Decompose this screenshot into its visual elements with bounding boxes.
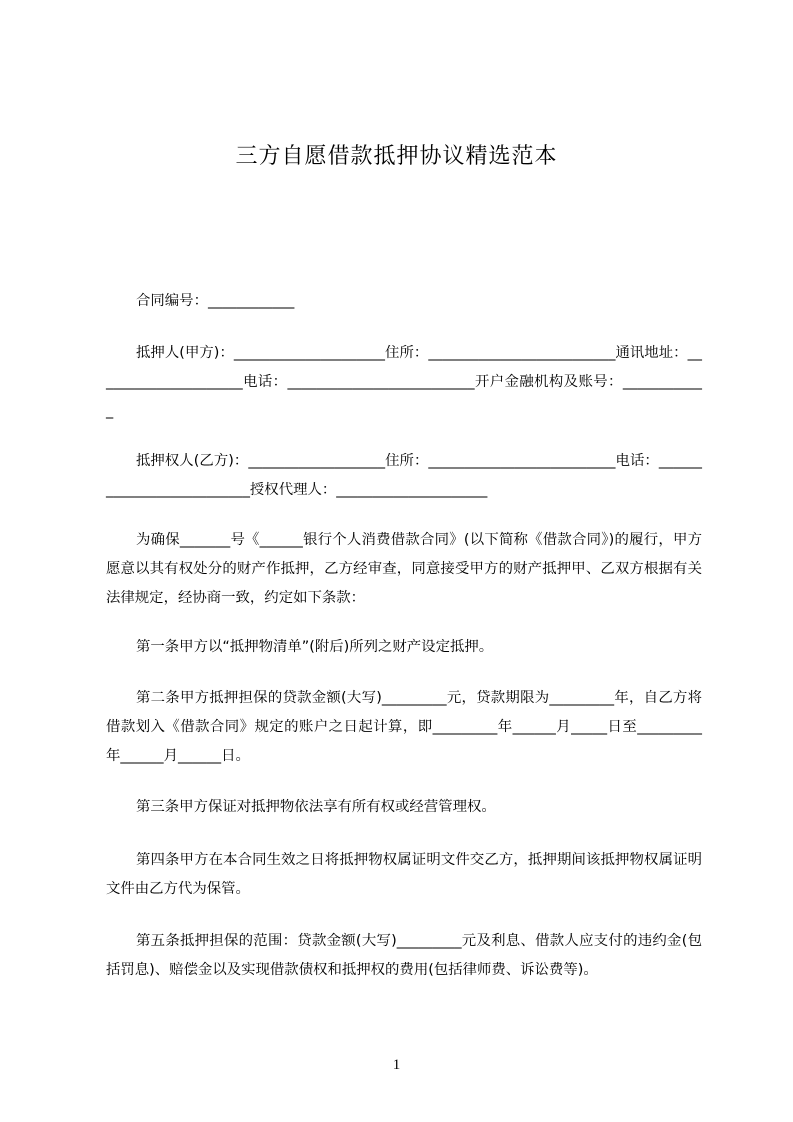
preamble-paragraph: 为确保_______号《______银行个人消费借款合同》(以下简称《借款合同》)的履行，甲方愿意以其有权处分的财产作抵押，乙方经审查，同意接受甲方的财产抵押甲、乙双方根据有关法律规定，经协商一致，约定如下条款：	[106, 532, 702, 606]
contract-number-line: 合同编号：____________	[136, 293, 295, 309]
party-a-info: 抵押人(甲方)：_____________________住所：__________________________通讯地址：_____________________电话：__________________________开户金融机构及账号：____________	[106, 345, 702, 419]
article-3: 第三条甲方保证对抵押物依法享有所有权或经营管理权。	[136, 799, 496, 815]
article-4: 第四条甲方在本合同生效之日将抵押物权属证明文件交乙方，抵押期间该抵押物权属证明文件由乙方代为保管。	[106, 852, 702, 897]
article-5: 第五条抵押担保的范围：贷款金额(大写)_________元及利息、借款人应支付的违约金(包括罚息)、赔偿金以及实现借款债权和抵押权的费用(包括律师费、诉讼费等)。	[106, 933, 702, 978]
article-2: 第二条甲方抵押担保的贷款金额(大写)_________元，贷款期限为_________年，自乙方将借款划入《借款合同》规定的账户之日起计算，即_________年______月_____日至_________年______月______日。	[106, 690, 702, 764]
page-number: 1	[392, 1057, 401, 1073]
article-1: 第一条甲方以“抵押物清单”(附后)所列之财产设定抵押。	[136, 639, 494, 655]
party-b-info: 抵押权人(乙方)：___________________住所：__________________________电话：__________________________授权代理人：_____________________	[106, 453, 702, 498]
document-title: 三方自愿借款抵押协议精选范本	[235, 144, 558, 169]
